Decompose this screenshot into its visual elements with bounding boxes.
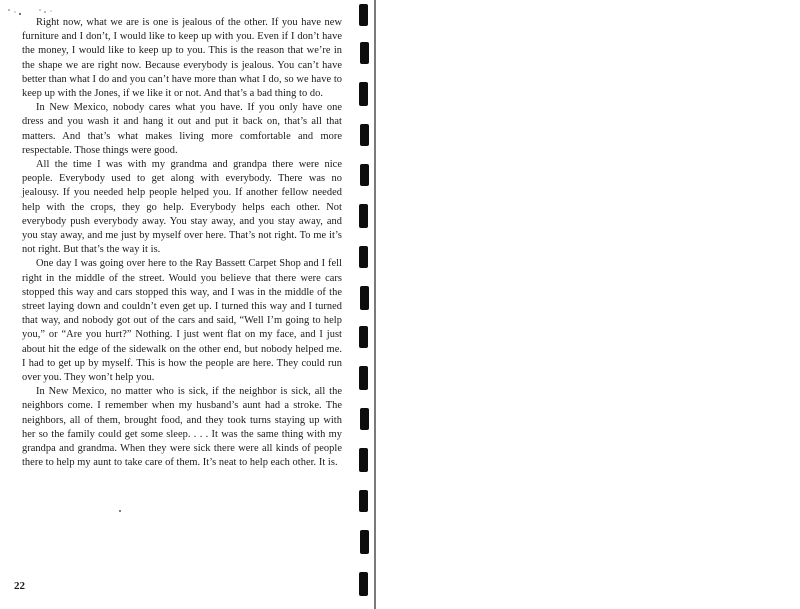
paragraph: One day I was going over here to the Ray Bassett Carpet Shop and I fell right in the middle of the street. Would you believe that there were cars stopped this way and cars stopped this way, and I was in the middle of the street laying down and couldn’t even get up. I turned this way and I turned that way, and nobody got out of the cars and said, “Well I’m going to help you,” or “Are you hurt?” Nothing. I just went flat on my face, and I just about hit the edge of the sidewalk on the other end, but nobody helped me. I had to get up by myself. This is how the people are here. They could run over you. They won’t help you.	[22, 258, 342, 384]
paragraph: Right now, what we are is one is jealous of the other. If you have new furniture and I don’t, I would like to keep up with you. Even if I don’t have the money, I would like to keep up to you. This is the reason that we’re in the shape we are right now. Because everybody is jealous. You can’t have better than what I do and you can’t have more than what I do, so we have to keep up with the Jones, if we like it or not. And that’s a bad thing to do.	[22, 17, 342, 100]
spiral-binding	[356, 0, 378, 609]
body-text	[22, 16, 342, 471]
paragraph: All the time I was with my grandma and grandpa there were nice people. Everybody used to get along with everybody. There was no jealousy. If you needed help people helped you. If another fellow needed help with the crops, they go help. Everybody helps each other. Not everybody push everybody away. You stay away, and you stay away, and you stay away, and me just by myself over here. That’s not right. To me it’s not right. But that’s the way it is.	[22, 159, 342, 256]
scan-dot	[119, 510, 121, 512]
page-number: 22	[14, 580, 25, 592]
paragraph: In New Mexico, no matter who is sick, if the neighbor is sick, all the neighbors come. I remember when my husband’s aunt had a stroke. The neighbors, all of them, brought food, and they took turns staying up with her so the family could get some sleep. . . . It was the same thing with my grandpa and grandma. When they were sick there were all kinds of people there to help my aunt to take care of them. It’s neat to help each other. It is.	[22, 386, 342, 469]
paragraph: In New Mexico, nobody cares what you have. If you only have one dress and you wash it and hang it out and put it back on, that’s all that matters. And that’s what makes living more comfortable and more respectable. Those things were good.	[22, 102, 342, 156]
